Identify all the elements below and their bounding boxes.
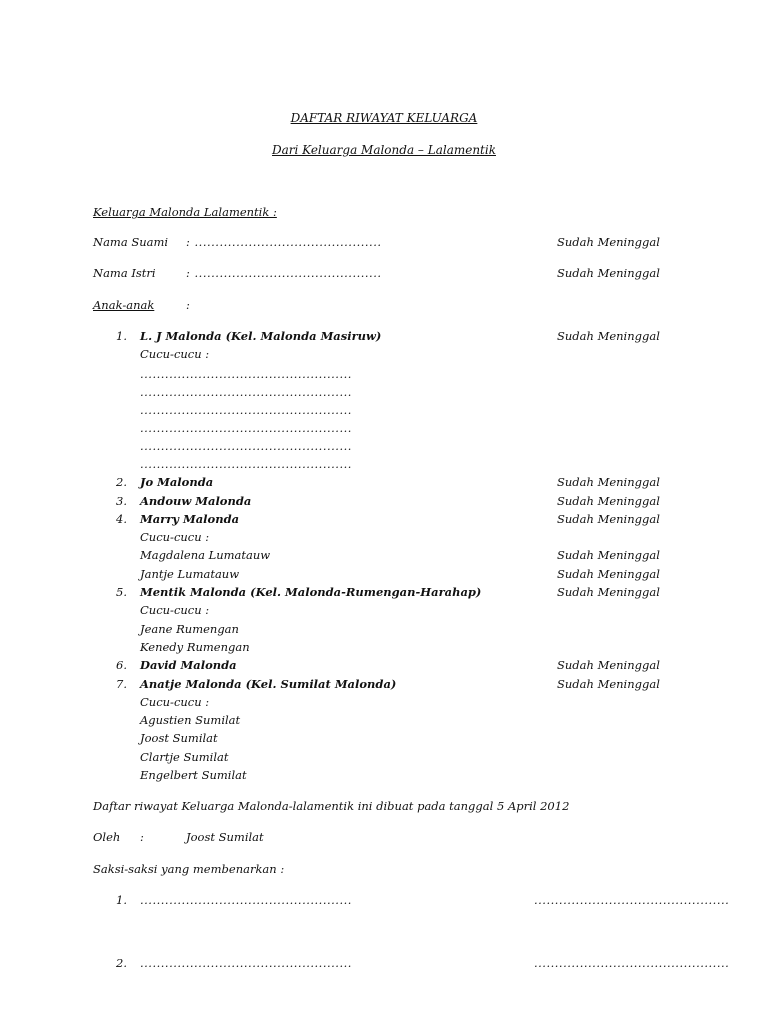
children-colon: : [186, 298, 190, 312]
husband-label: Nama Suami [93, 235, 169, 249]
wife-label: Nama Istri [93, 266, 156, 280]
grandchild-name: Kenedy Rumengan [140, 640, 250, 654]
husband-status: Sudah Meninggal [557, 235, 660, 249]
grandchild-status: Sudah Meninggal [557, 548, 660, 562]
child-name: L. J Malonda (Kel. Malonda Masiruw) [140, 329, 382, 343]
child-number: 3. [116, 494, 127, 508]
grandchild-name: Clartje Sumilat [140, 750, 229, 764]
grandchildren-label: Cucu-cucu : [140, 530, 210, 544]
document-title: DAFTAR RIWAYAT KELUARGA [290, 111, 478, 125]
child-status: Sudah Meninggal [557, 677, 660, 691]
grandchild-status: Sudah Meninggal [557, 567, 660, 581]
made-by-name: Joost Sumilat [186, 830, 264, 844]
child-status: Sudah Meninggal [557, 512, 660, 526]
child-name: Mentik Malonda (Kel. Malonda-Rumengan-Harahap) [140, 585, 482, 599]
grandchildren-label: Cucu-cucu : [140, 603, 210, 617]
child-number: 4. [116, 512, 127, 526]
dotted-line: ................................................... [140, 403, 352, 417]
witness-number: 2. [116, 956, 127, 970]
grandchild-name: Engelbert Sumilat [140, 768, 247, 782]
child-status: Sudah Meninggal [557, 329, 660, 343]
grandchild-name: Magdalena Lumatauw [140, 548, 271, 562]
child-status: Sudah Meninggal [557, 585, 660, 599]
witness-number: 1. [116, 893, 127, 907]
grandchildren-label: Cucu-cucu : [140, 347, 210, 361]
children-label: Anak-anak [93, 298, 155, 312]
child-status: Sudah Meninggal [557, 494, 660, 508]
child-name: Andouw Malonda [140, 494, 252, 508]
child-name: David Malonda [140, 658, 237, 672]
child-name: Marry Malonda [140, 512, 240, 526]
made-by-label: Oleh [93, 830, 121, 844]
witness-signature-line: ............................................... [534, 893, 730, 907]
wife-status: Sudah Meninggal [557, 266, 660, 280]
child-number: 6. [116, 658, 127, 672]
document-subtitle: Dari Keluarga Malonda – Lalamentik [272, 143, 496, 157]
child-number: 1. [116, 329, 127, 343]
child-status: Sudah Meninggal [557, 658, 660, 672]
dotted-line: ................................................... [140, 367, 352, 381]
dotted-line: ................................................... [140, 421, 352, 435]
made-by-colon: : [140, 830, 144, 844]
grandchild-name: Jeane Rumengan [140, 622, 239, 636]
family-label: Keluarga Malonda Lalamentik : [93, 205, 277, 219]
dotted-line: ................................................... [140, 457, 352, 471]
grandchild-name: Agustien Sumilat [140, 713, 241, 727]
witness-name-line: ................................................... [140, 893, 352, 907]
child-name: Jo Malonda [140, 475, 214, 489]
witness-label: Saksi-saksi yang membenarkan : [93, 862, 285, 876]
child-status: Sudah Meninggal [557, 475, 660, 489]
grandchild-name: Joost Sumilat [140, 731, 218, 745]
footer-note: Daftar riwayat Keluarga Malonda-lalamentik ini dibuat pada tanggal 5 April 2012 [93, 799, 570, 813]
witness-signature-line: ............................................... [534, 956, 730, 970]
child-number: 5. [116, 585, 127, 599]
grandchild-name: Jantje Lumatauw [140, 567, 240, 581]
wife-value: : ............................................. [186, 266, 382, 280]
grandchildren-label: Cucu-cucu : [140, 695, 210, 709]
child-number: 7. [116, 677, 127, 691]
child-number: 2. [116, 475, 127, 489]
witness-name-line: ................................................... [140, 956, 352, 970]
child-name: Anatje Malonda (Kel. Sumilat Malonda) [140, 677, 397, 691]
husband-value: : ............................................. [186, 235, 382, 249]
dotted-line: ................................................... [140, 385, 352, 399]
dotted-line: ................................................... [140, 439, 352, 453]
